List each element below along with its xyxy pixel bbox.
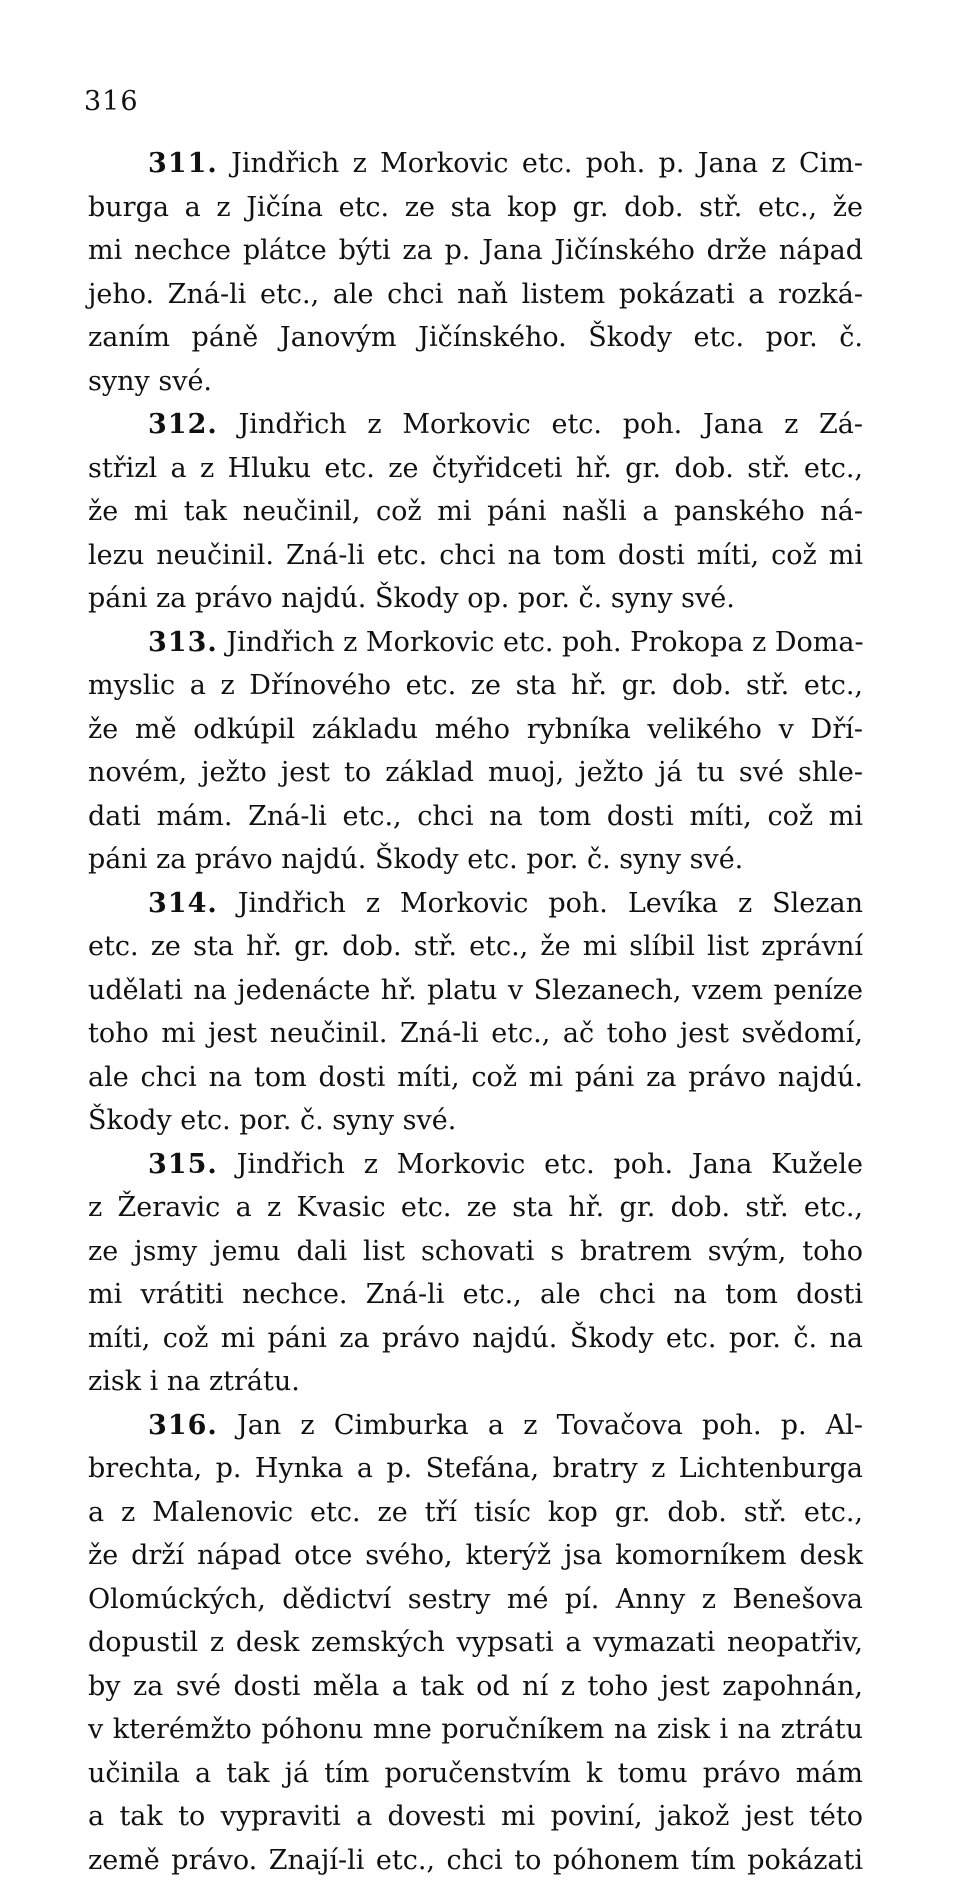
line-text: míti, což mi páni za právo najdú. Škody etc. por. č. na <box>88 1323 863 1354</box>
text-line <box>88 1665 863 1709</box>
text-line <box>88 1360 863 1404</box>
line-text: dati mám. Zná-li etc., chci na tom dosti míti, což mi <box>88 801 863 832</box>
text-line <box>88 229 863 273</box>
entry-number: 312. <box>148 409 218 440</box>
line-text: Jindřich z Morkovic etc. poh. Jana z Zá- <box>218 409 863 440</box>
line-text: střizl a z Hluku etc. ze čtyřidceti hř. gr. dob. stř. etc., <box>88 453 863 484</box>
text-line <box>88 1012 863 1056</box>
text-line <box>88 1795 863 1839</box>
text-body <box>88 142 863 1882</box>
text-line <box>88 1273 863 1317</box>
text-line <box>88 1143 863 1187</box>
line-text: páni za právo najdú. Škody op. por. č. syny své. <box>88 583 735 614</box>
text-line <box>88 969 863 1013</box>
line-text: udělati na jedenácte hř. platu v Slezanech, vzem peníze <box>88 975 863 1006</box>
text-line <box>88 751 863 795</box>
text-line <box>88 316 863 360</box>
line-text: Jindřich z Morkovic poh. Levíka z Slezan <box>218 888 863 919</box>
line-text: Škody etc. por. č. syny své. <box>88 1105 456 1136</box>
text-line <box>88 1491 863 1535</box>
line-text: a z Malenovic etc. ze tří tisíc kop gr. dob. stř. etc., <box>88 1497 863 1528</box>
text-line <box>88 1186 863 1230</box>
line-text: toho mi jest neučinil. Zná-li etc., ač toho jest svědomí, <box>88 1018 863 1049</box>
text-line <box>88 1099 863 1143</box>
text-line <box>88 403 863 447</box>
line-text: dopustil z desk zemských vypsati a vymazati neopatřiv, <box>88 1627 863 1658</box>
line-text: myslic a z Dřínového etc. ze sta hř. gr. dob. stř. etc., <box>88 670 863 701</box>
line-text: ze jsmy jemu dali list schovati s bratrem svým, toho <box>88 1236 863 1267</box>
line-text: země právo. Znají-li etc., chci to póhonem tím pokázati <box>88 1845 863 1876</box>
line-text: zisk i na ztrátu. <box>88 1366 300 1397</box>
text-line <box>88 186 863 230</box>
line-text: zaním páně Janovým Jičínského. Škody etc. por. č. <box>88 322 863 353</box>
text-line <box>88 142 863 186</box>
line-text: mi nechce plátce býti za p. Jana Jičínského drže nápad <box>88 235 863 266</box>
text-line <box>88 621 863 665</box>
line-text: etc. ze sta hř. gr. dob. stř. etc., že mi slíbil list zprávní <box>88 931 863 962</box>
text-line <box>88 1404 863 1448</box>
line-text: v kterémžto póhonu mne poručníkem na zisk i na ztrátu <box>88 1714 863 1745</box>
entry-number: 315. <box>148 1149 218 1180</box>
text-line <box>88 490 863 534</box>
line-text: Olomúckých, dědictví sestry mé pí. Anny z Benešova <box>88 1584 863 1615</box>
entry-number: 316. <box>148 1410 218 1441</box>
line-text: Jan z Cimburka a z Tovačova poh. p. Al- <box>218 1410 863 1441</box>
line-text: brechta, p. Hynka a p. Stefána, bratry z Lichtenburga <box>88 1453 863 1484</box>
text-line <box>88 1578 863 1622</box>
text-line <box>88 708 863 752</box>
text-line <box>88 1317 863 1361</box>
text-line <box>88 925 863 969</box>
entry-number: 314. <box>148 888 218 919</box>
line-text: syny své. <box>88 366 212 397</box>
line-text: že drží nápad otce svého, kterýž jsa komorníkem desk <box>88 1540 863 1571</box>
text-line <box>88 795 863 839</box>
text-line <box>88 1230 863 1274</box>
line-text: a tak to vypraviti a dovesti mi poviní, jakož jest této <box>88 1801 863 1832</box>
line-text: lezu neučinil. Zná-li etc. chci na tom dosti míti, což mi <box>88 540 863 571</box>
text-line <box>88 1447 863 1491</box>
line-text: Jindřich z Morkovic etc. poh. p. Jana z Cim- <box>218 148 863 179</box>
text-line <box>88 1621 863 1665</box>
text-line <box>88 1752 863 1796</box>
text-line <box>88 360 863 404</box>
text-line <box>88 577 863 621</box>
line-text: Jindřich z Morkovic etc. poh. Jana Kužele <box>218 1149 863 1180</box>
text-line <box>88 838 863 882</box>
line-text: ale chci na tom dosti míti, což mi páni za právo najdú. <box>88 1062 863 1093</box>
line-text: mi vrátiti nechce. Zná-li etc., ale chci na tom dosti <box>88 1279 863 1310</box>
text-line <box>88 882 863 926</box>
line-text: že mi tak neučinil, což mi páni našli a panského ná- <box>88 496 863 527</box>
page-number: 316 <box>84 86 139 117</box>
line-text: jeho. Zná-li etc., ale chci naň listem pokázati a rozká- <box>88 279 863 310</box>
entry-number: 311. <box>148 148 218 179</box>
text-line <box>88 1839 863 1882</box>
line-text: Jindřich z Morkovic etc. poh. Prokopa z Doma- <box>218 627 864 658</box>
line-text: by za své dosti měla a tak od ní z toho jest zapohnán, <box>88 1671 863 1702</box>
text-line <box>88 534 863 578</box>
line-text: z Žeravic a z Kvasic etc. ze sta hř. gr. dob. stř. etc., <box>88 1192 863 1223</box>
entry-number: 313. <box>148 627 218 658</box>
line-text: novém, ježto jest to základ muoj, ježto já tu své shle- <box>88 757 863 788</box>
text-line <box>88 273 863 317</box>
text-line <box>88 447 863 491</box>
text-line <box>88 664 863 708</box>
text-line <box>88 1056 863 1100</box>
line-text: páni za právo najdú. Škody etc. por. č. syny své. <box>88 844 743 875</box>
line-text: učinila a tak já tím poručenstvím k tomu právo mám <box>88 1758 863 1789</box>
line-text: že mě odkúpil základu mého rybníka velikého v Dří- <box>88 714 863 745</box>
line-text: burga a z Jičína etc. ze sta kop gr. dob. stř. etc., že <box>88 192 863 223</box>
text-line <box>88 1708 863 1752</box>
